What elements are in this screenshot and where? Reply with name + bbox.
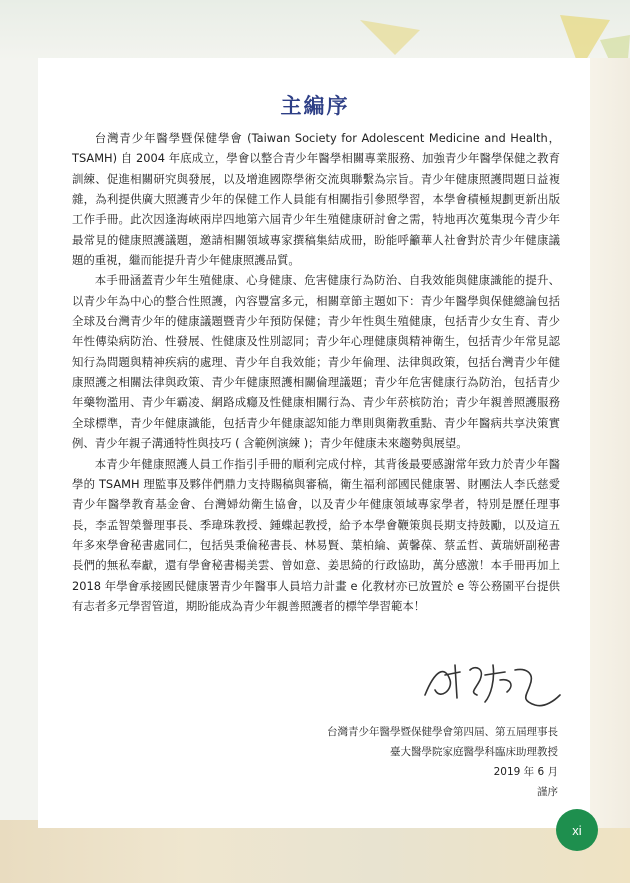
credit-date: 2019 年 6 月 (493, 766, 558, 778)
paragraph-3: 本青少年健康照護人員工作指引手冊的順利完成付梓，其背後最要感謝常年致力於青少年醫學的 TSAMH 理監事及夥伴們鼎力支持賜稿與審稿，衛生福利部國民健康署、財團法人李氏慈愛青少年醫學教育基金會、台灣婦幼衛生協會，以及青少年健康領域專家學者，特別是歷任理事長，李孟智榮譽理事長、季瑋珠教授、鍾蝶起教授，給予本學會鞭策與長期支持鼓勵，以及這五年多來學會秘書處同仁，包括吳秉倫秘書長、林易賢、葉柏綸、黃馨葆、蔡孟哲、黃瑞妍副秘書長們的無私奉獻，還有學會秘書楊美雲、曾如意、姜思綺的行政協助，萬分感激！本手冊再加上 2018 年學會承接國民健康署青少年醫事人員培力計畫 e 化教材亦已放置於 e 等公務園平台提供有志者多元學習管道，期盼能成為青少年親善照護者的標竿學習範本！ (72, 456, 560, 613)
credit-closing: 謹序 (537, 786, 558, 798)
credit-title: 台灣青少年醫學暨保健學會第四屆、第五屆理事長 (327, 726, 558, 738)
background-bottom-decoration (0, 820, 630, 883)
signature-icon (415, 650, 565, 710)
preface-body (72, 128, 560, 616)
page-title: 主編序 (280, 93, 350, 118)
credit-position: 臺大醫學院家庭醫學科臨床助理教授 (390, 746, 558, 758)
credits-block (327, 722, 558, 802)
page-number-badge: xi (556, 809, 598, 851)
paragraph-1: 台灣青少年醫學暨保健學會 (Taiwan Society for Adolescent Medicine and Health，TSAMH) 自 2004 年底成立，學會以整合青少年醫學相關專業服務、加強青少年醫學保健之教育訓練、促進相關研究與發展，以及增進國際學術交流與聯繫為宗旨。青少年健康照護問題日益複雜，為利提供廣大照護青少年的保健工作人員能有相關指引參照學習，本學會積極規劃更新出版工作手冊。此次因逢海峽兩岸四地第六屆青少年生殖健康研討會之需，特地再次蒐集現今青少年最常見的健康照護議題，邀請相關領域專家撰稿集結成冊，盼能呼籲華人社會對於青少年健康議題的重視，繼而能提升青少年健康照護品質。 (72, 131, 560, 268)
paragraph-2: 本手冊涵蓋青少年生殖健康、心身健康、危害健康行為防治、自我效能與健康識能的提升、以青少年為中心的整合性照護，內容豐富多元，相關章節主題如下：青少年醫學與保健總論包括全球及台灣青少年的健康議題暨青少年預防保健；青少年性與生殖健康，包括青少女生育、青少年性傳染病防治、性發展、性健康及性別認同；青少年心理健康與精神衛生，包括青少年常見認知行為問題與精神疾病的處理、青少年自我效能；青少年倫理、法律與政策，包括台灣青少年健康照護之相關法律與政策、青少年健康照護相關倫理議題；青少年危害健康行為防治，包括青少年藥物濫用、青少年霸凌、網路成癮及性健康相關行為、青少年菸槟防治；青少年親善照護服務全球標準，青少年健康識能，包括青少年健康認知能力準則與衛教重點、青少年醫病共享決策實例、青少年親子溝通特性與技巧 ( 含範例演練 )；青少年健康未來趨勢與展望。 (72, 273, 560, 451)
right-edge-decoration (585, 58, 630, 828)
